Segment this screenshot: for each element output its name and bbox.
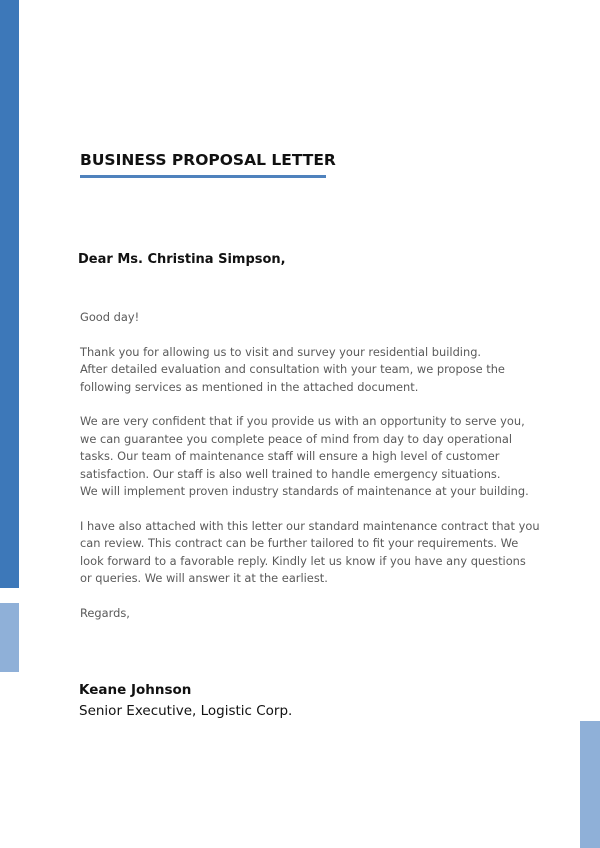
- letter-body: [80, 309, 540, 622]
- greeting: Good day!: [80, 310, 140, 324]
- paragraph-2-part-2: We will implement proven industry standards of maintenance at your building.: [80, 484, 529, 499]
- paragraph-1-line-1: Thank you for allowing us to visit and survey your residential building.: [80, 344, 482, 359]
- left-accent-bar-light: [0, 603, 19, 672]
- salutation: Dear Ms. Christina Simpson,: [78, 252, 286, 267]
- paragraph-1-line-2: After detailed evaluation and consultation with your team, we propose the following services as mentioned in the attached document.: [80, 362, 505, 394]
- paragraph-3: I have also attached with this letter our standard maintenance contract that you can review. This contract can be further tailored to fit your requirements. We look forward to a favorable reply. Kindly let us know if you have any questions or queries. We will answer it at the earliest.: [80, 518, 540, 586]
- left-accent-bar-dark: [0, 0, 19, 588]
- signer-name: Keane Johnson: [79, 682, 192, 698]
- closing: Regards,: [80, 605, 130, 620]
- right-accent-bar-light: [580, 721, 600, 848]
- letter-title: BUSINESS PROPOSAL LETTER: [80, 151, 336, 169]
- signer-title: Senior Executive, Logistic Corp.: [79, 703, 293, 719]
- paragraph-2-part-1: We are very confident that if you provide us with an opportunity to serve you, we can guarantee you complete peace of mind from day to day operational tasks. Our team of maintenance staff will ensure a high level of customer satisfaction. Our staff is also well trained to handle emergency situations.: [80, 414, 525, 481]
- title-underline: [80, 175, 326, 178]
